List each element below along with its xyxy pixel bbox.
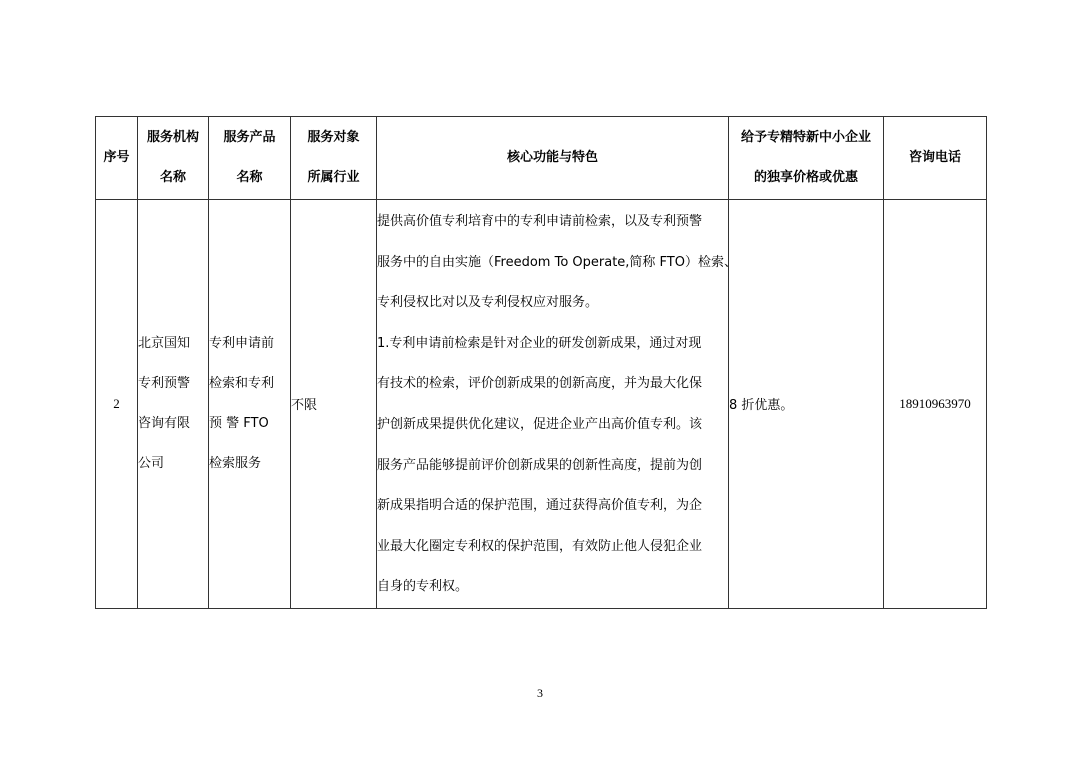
header-org bbox=[138, 117, 209, 200]
row-discount: 8 折优惠。 bbox=[729, 200, 884, 609]
header-seq bbox=[96, 117, 138, 200]
features-line: 有技术的检索，评价创新成果的创新高度，并为最大化保 bbox=[377, 376, 703, 392]
header-target-line-1: 服务对象 bbox=[307, 130, 360, 145]
header-product-line-1: 服务产品 bbox=[223, 130, 276, 145]
header-target bbox=[291, 117, 377, 200]
table-row bbox=[96, 200, 987, 609]
header-discount-line-1: 给予专精特新中小企业 bbox=[740, 130, 871, 145]
features-line: 新成果指明合适的保护范围，通过获得高价值专利，为企 bbox=[377, 498, 703, 514]
table-header-row bbox=[96, 117, 987, 200]
header-org-line-2: 名称 bbox=[159, 170, 186, 185]
row-product-line: 检索和专利 bbox=[209, 375, 275, 391]
features-line: 1.专利申请前检索是针对企业的研发创新成果，通过对现 bbox=[377, 335, 702, 351]
row-seq: 2 bbox=[96, 200, 138, 609]
header-discount-line-2: 的独享价格或优惠 bbox=[753, 170, 858, 185]
row-features bbox=[377, 200, 737, 609]
row-product-line: 预 警 FTO bbox=[209, 415, 269, 431]
row-phone: 18910963970 bbox=[884, 200, 987, 609]
header-features bbox=[377, 117, 729, 200]
header-org-line-1: 服务机构 bbox=[146, 130, 199, 145]
header-target-line-2: 所属行业 bbox=[307, 170, 360, 185]
header-product bbox=[209, 117, 291, 200]
features-line: 服务中的自由实施（Freedom To Operate,简称 FTO）检索、 bbox=[377, 254, 737, 270]
row-org bbox=[138, 200, 209, 609]
row-org-line: 咨询有限 bbox=[138, 415, 191, 431]
features-line: 业最大化圈定专利权的保护范围，有效防止他人侵犯企业 bbox=[377, 538, 703, 554]
header-product-line-2: 名称 bbox=[236, 170, 263, 185]
header-phone bbox=[884, 117, 987, 200]
row-org-line: 北京国知 bbox=[138, 335, 191, 351]
row-product-line: 检索服务 bbox=[209, 455, 262, 471]
row-org-line: 公司 bbox=[138, 455, 165, 471]
features-line: 护创新成果提供优化建议，促进企业产出高价值专利。该 bbox=[377, 416, 703, 432]
header-seq-label: 序号 bbox=[103, 150, 130, 165]
header-phone-label: 咨询电话 bbox=[908, 150, 961, 165]
header-features-label: 核心功能与特色 bbox=[506, 150, 598, 165]
row-product bbox=[209, 200, 291, 609]
row-target: 不限 bbox=[291, 200, 377, 609]
row-product-line: 专利申请前 bbox=[209, 335, 275, 351]
header-discount bbox=[729, 117, 884, 200]
features-line: 专利侵权比对以及专利侵权应对服务。 bbox=[377, 295, 599, 311]
features-line: 服务产品能够提前评价创新成果的创新性高度，提前为创 bbox=[377, 457, 703, 473]
row-org-line: 专利预警 bbox=[138, 375, 191, 391]
service-table bbox=[95, 116, 987, 609]
page-number: 3 bbox=[537, 686, 543, 700]
features-line: 提供高价值专利培育中的专利申请前检索，以及专利预警 bbox=[377, 214, 703, 229]
features-line: 自身的专利权。 bbox=[377, 579, 469, 595]
